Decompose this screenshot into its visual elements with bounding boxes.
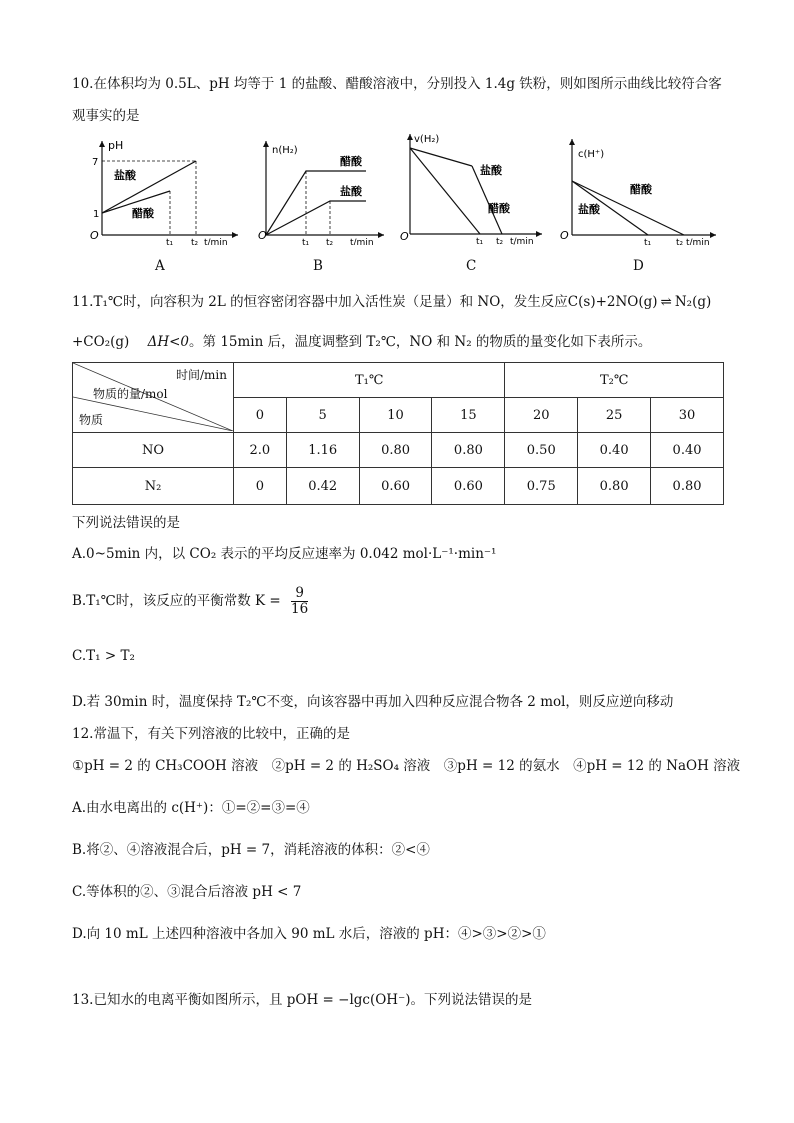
fraction-denominator: 16 <box>291 600 309 617</box>
graph-a-origin: O <box>90 229 99 242</box>
graph-a-t2: t₂ <box>191 238 199 245</box>
graph-a-ylabel: pH <box>108 139 124 152</box>
graph-c-hac-line <box>410 148 480 234</box>
q11-condition: 。第 15min 后，温度调整到 T₂℃，NO 和 N₂ 的物质的量变化如下表所示。 <box>189 334 652 350</box>
q10-stem-line2: 观事实的是 <box>72 108 140 124</box>
q11-intro: 11.T₁℃时，向容积为 2L 的恒容密闭容器中加入活性炭（足量）和 NO，发生反应 <box>72 294 568 310</box>
graph-c-t2: t₂ <box>496 237 504 245</box>
q10-stem-line1: 10.在体积均为 0.5L、pH 均等于 1 的盐酸、醋酸溶液中，分别投入 1.4g 铁粉，则如图所示曲线比较符合客 <box>72 76 722 92</box>
graph-b-origin: O <box>258 229 267 242</box>
table-row <box>73 468 724 505</box>
graph-a-label: A <box>155 258 165 274</box>
graph-a <box>90 135 240 245</box>
q12-stem: 12.常温下，有关下列溶液的比较中，正确的是 <box>72 726 350 742</box>
table-cell: 0.80 <box>578 468 651 505</box>
table-cell: 0.60 <box>432 468 505 505</box>
corner-time: 时间/min <box>176 368 227 382</box>
graph-d-origin: O <box>560 229 569 242</box>
graph-a-ytick-1: 1 <box>93 209 100 220</box>
q11-reaction-left: C(s)+2NO(g) <box>567 294 658 310</box>
graph-d-xlabel: t/min <box>686 238 710 245</box>
fraction-numerator: 9 <box>291 586 308 602</box>
q11-data-table <box>72 362 724 505</box>
table-cell: 1.16 <box>286 433 359 468</box>
table-cell: 0.80 <box>359 433 432 468</box>
corner-substance: 物质 <box>79 413 104 427</box>
table-cell: 0.42 <box>286 468 359 505</box>
graph-c-origin: O <box>400 230 409 243</box>
graph-a-xlabel: t/min <box>204 238 228 245</box>
graph-c <box>400 130 545 245</box>
graph-a-ytick-7: 7 <box>92 157 99 168</box>
graph-b-xlabel: t/min <box>350 238 374 245</box>
graph-b <box>258 135 388 245</box>
table-cell: 0.40 <box>578 433 651 468</box>
graph-c-t1: t₁ <box>476 237 484 245</box>
time-cell: 30 <box>651 398 724 433</box>
table-row <box>73 433 724 468</box>
q13-stem: 13.已知水的电离平衡如图所示，且 pOH = −lgc(OH⁻)。下列说法错误的是 <box>72 992 532 1008</box>
graph-a-series-1: 盐酸 <box>114 169 136 182</box>
graph-c-label: C <box>466 258 477 274</box>
table-cell: 0.60 <box>359 468 432 505</box>
graph-a-t1: t₁ <box>166 238 174 245</box>
q11-enthalpy: ΔH<0 <box>147 334 190 350</box>
graph-b-label: B <box>313 258 323 274</box>
q11-option-a: A.0~5min 内，以 CO₂ 表示的平均反应速率为 0.042 mol·L⁻¹·min⁻¹ <box>72 546 497 562</box>
graph-b-hcl-line <box>266 201 366 235</box>
graph-c-series-2: 醋酸 <box>488 202 510 215</box>
table-cell: 0.80 <box>651 468 724 505</box>
graph-d <box>560 135 720 245</box>
q11-stem-line2 <box>72 330 651 350</box>
graph-d-label: D <box>633 258 644 274</box>
q12-option-d: D.向 10 mL 上述四种溶液中各加入 90 mL 水后，溶液的 pH：④>③>②>① <box>72 926 546 942</box>
time-cell: 5 <box>286 398 359 433</box>
q11-stem-line1 <box>72 290 711 310</box>
table-cell: 0.50 <box>505 433 578 468</box>
q12-option-c: C.等体积的②、③混合后溶液 pH < 7 <box>72 884 302 900</box>
graph-c-xlabel: t/min <box>510 237 534 245</box>
q12-option-b: B.将②、④溶液混合后，pH = 7，消耗溶液的体积：②<④ <box>72 842 430 858</box>
graph-c-series-1: 盐酸 <box>480 164 502 177</box>
t2-header: T₂℃ <box>505 363 724 398</box>
graph-b-t2: t₂ <box>326 238 334 245</box>
table-cell: 0.40 <box>651 433 724 468</box>
time-cell: 10 <box>359 398 432 433</box>
q11-reaction-co2: +CO₂(g) <box>72 334 130 350</box>
table-cell: 2.0 <box>234 433 287 468</box>
q11-option-d: D.若 30min 时，温度保持 T₂℃不变，向该容器中再加入四种反应混合物各 2 mol，则反应逆向移动 <box>72 694 674 710</box>
time-cell: 25 <box>578 398 651 433</box>
graph-d-series-1: 醋酸 <box>630 183 652 196</box>
graph-b-hac-line <box>266 171 366 235</box>
time-cell: 15 <box>432 398 505 433</box>
graph-b-t1: t₁ <box>302 238 310 245</box>
table-cell: 0.75 <box>505 468 578 505</box>
table-cell: 0 <box>234 468 287 505</box>
q11-option-b <box>72 586 308 617</box>
graph-c-hcl-line <box>410 148 472 166</box>
graph-b-series-1: 醋酸 <box>340 155 362 168</box>
graph-b-ylabel: n(H₂) <box>272 145 298 156</box>
q11-reaction-right: N₂(g) <box>674 294 712 310</box>
row-name: N₂ <box>73 468 234 505</box>
row-name: NO <box>73 433 234 468</box>
q11-option-b-fraction <box>291 586 308 617</box>
q11-option-b-text: B.T₁℃时，该反应的平衡常数 K = <box>72 592 281 609</box>
graph-b-series-2: 盐酸 <box>340 185 362 198</box>
q11-option-c: C.T₁ > T₂ <box>72 648 135 664</box>
time-cell: 20 <box>505 398 578 433</box>
graph-a-series-2: 醋酸 <box>132 207 154 220</box>
table-corner-cell <box>73 363 234 433</box>
graph-d-series-2: 盐酸 <box>578 203 600 216</box>
corner-amount: 物质的量/mol <box>93 387 168 401</box>
table-cell: 0.80 <box>432 433 505 468</box>
graph-c-ylabel: v(H₂) <box>414 134 440 145</box>
graph-d-t1: t₁ <box>644 238 652 245</box>
q11-prompt: 下列说法错误的是 <box>72 515 180 531</box>
time-cell: 0 <box>234 398 287 433</box>
t1-header: T₁℃ <box>234 363 505 398</box>
graph-d-ylabel: c(H⁺) <box>578 149 605 160</box>
equilibrium-arrow-icon: ⇌ <box>660 294 672 310</box>
q12-solutions: ①pH = 2 的 CH₃COOH 溶液 ②pH = 2 的 H₂SO₄ 溶液 ③pH = 12 的氨水 ④pH = 12 的 NaOH 溶液 <box>72 758 741 774</box>
graph-d-t2: t₂ <box>676 238 684 245</box>
q12-option-a: A.由水电离出的 c(H⁺)：①=②=③=④ <box>72 800 310 816</box>
